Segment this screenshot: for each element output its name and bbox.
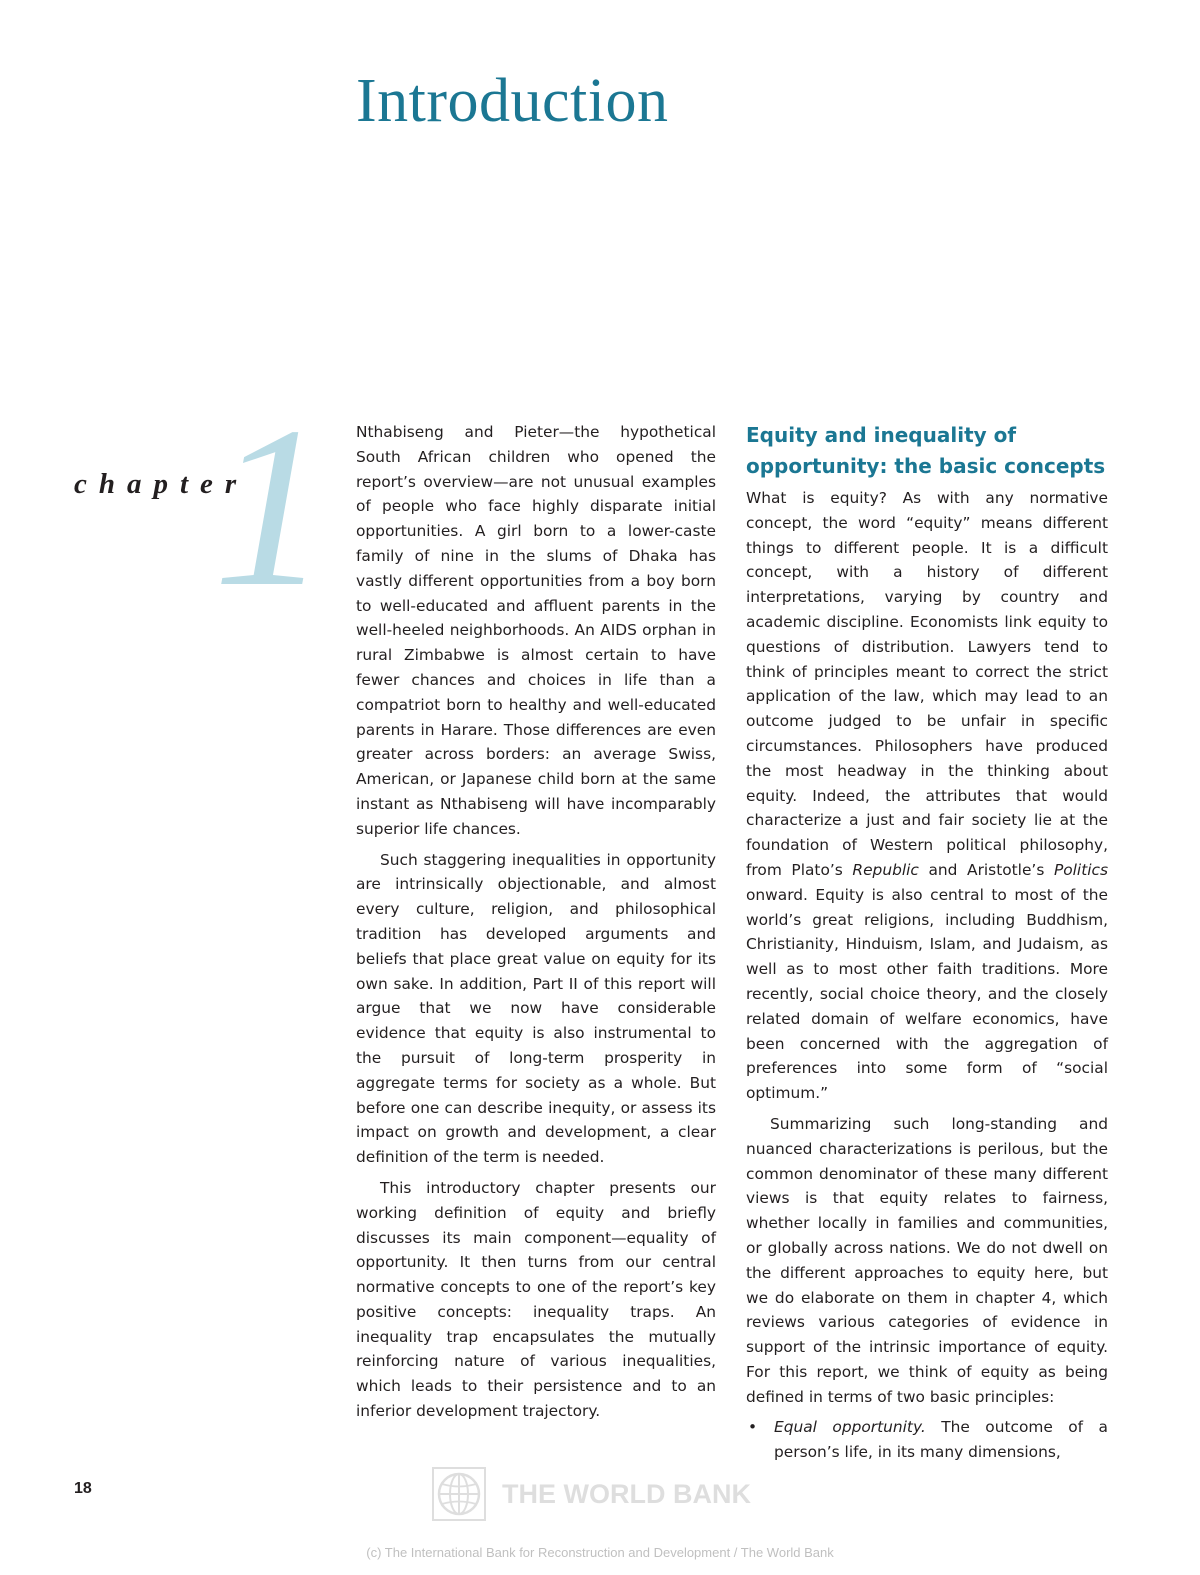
copyright-notice: (c) The International Bank for Reconstruction and Development / The World Bank	[366, 1545, 834, 1560]
chapter-number: 1	[213, 379, 328, 634]
chapter-label: chapter	[74, 468, 249, 500]
paragraph: Nthabiseng and Pieter—the hypothetical South African children who opened the report’s overview—are not unusual examples of people who face highly disparate initial opportunities. A girl born to a lower-caste family of nine in the slums of Dhaka has vastly different opportunities from a boy born to well-educated and affluent parents in the well-heeled neighborhoods. An AIDS orphan in rural Zimbabwe is almost certain to have fewer chances and choices in life than a compatriot born to healthy and well-educated parents in Harare. Those differences are even greater across borders: an average Swiss, American, or Japanese child born at the same instant as Nthabiseng will have incomparably superior life chances.	[356, 423, 716, 838]
section-heading: Equity and inequality of opportunity: the basic concepts	[746, 423, 1106, 478]
italic-title-republic: Republic	[852, 860, 919, 879]
paragraph: This introductory chapter presents our working definition of equity and briefly discusses its main component—equality of opportunity. It then turns from our central normative concepts to one of the report’s key positive concepts: inequality traps. An inequality trap encapsulates the mutually reinforcing nature of various inequalities, which leads to their persistence and to an inferior development trajectory.	[356, 1178, 716, 1421]
text-run: What is equity? As with any normative concept, the word “equity” means different things to different people. It is a difficult concept, with a history of different interpretations, varying by country and academic discipline. Economists link equity to questions of distribution. Lawyers tend to think of principles meant to correct the strict application of the law, which may lead to an outcome judged to be unfair in specific circumstances. Philosophers have produced the most headway in the thinking about equity. Indeed, the attributes that would characterize a just and fair society lie at the foundation of Western political philosophy, from Plato’s	[746, 489, 1108, 879]
paragraph: Such staggering inequalities in opportunity are intrinsically objectionable, and almost every culture, religion, and philosophical tradition has developed arguments and beliefs that place great value on equity for its own sake. In addition, Part II of this report will argue that we now have considerable evidence that equity is also instrumental to the pursuit of long-term prosperity in aggregate terms for society as a whole. But before one can describe inequity, or assess its impact on growth and development, a clear definition of the term is needed.	[356, 850, 716, 1167]
page-number: 18	[74, 1480, 92, 1497]
bullet-item	[746, 1415, 1108, 1465]
page-title: Introduction	[356, 67, 669, 135]
text-run: and Aristotle’s	[918, 860, 1054, 879]
world-bank-watermark	[432, 1466, 772, 1522]
globe-icon	[432, 1467, 486, 1521]
bullet-text: The outcome of a person’s life, in its many dimensions,	[774, 1418, 1108, 1462]
paragraph	[746, 486, 1108, 1106]
paragraph: Summarizing such long-standing and nuanced characterizations is perilous, but the common denominator of these many different views is that equity relates to fairness, whether locally in families and communities, or globally across nations. We do not dwell on the different approaches to equity here, but we do elaborate on them in chapter 4, which reviews various categories of evidence in support of the intrinsic importance of equity. For this report, we think of equity as being defined in terms of two basic principles:	[746, 1114, 1108, 1406]
body-column-right	[746, 420, 1108, 1471]
bullet-symbol: •	[748, 1418, 758, 1437]
italic-title-politics: Politics	[1053, 860, 1108, 879]
text-run: onward. Equity is also central to most of the world’s great religions, including Buddhism, Christianity, Hinduism, Islam, and Judaism, as well as to most other faith traditions. More recently, social choice theory, and the closely related domain of welfare economics, have been concerned with the aggregation of preferences into some form of “social optimum.”	[746, 885, 1108, 1103]
watermark-text: THE WORLD BANK	[502, 1478, 751, 1509]
bullet-term: Equal opportunity.	[774, 1418, 926, 1437]
body-column-left	[356, 420, 716, 1430]
